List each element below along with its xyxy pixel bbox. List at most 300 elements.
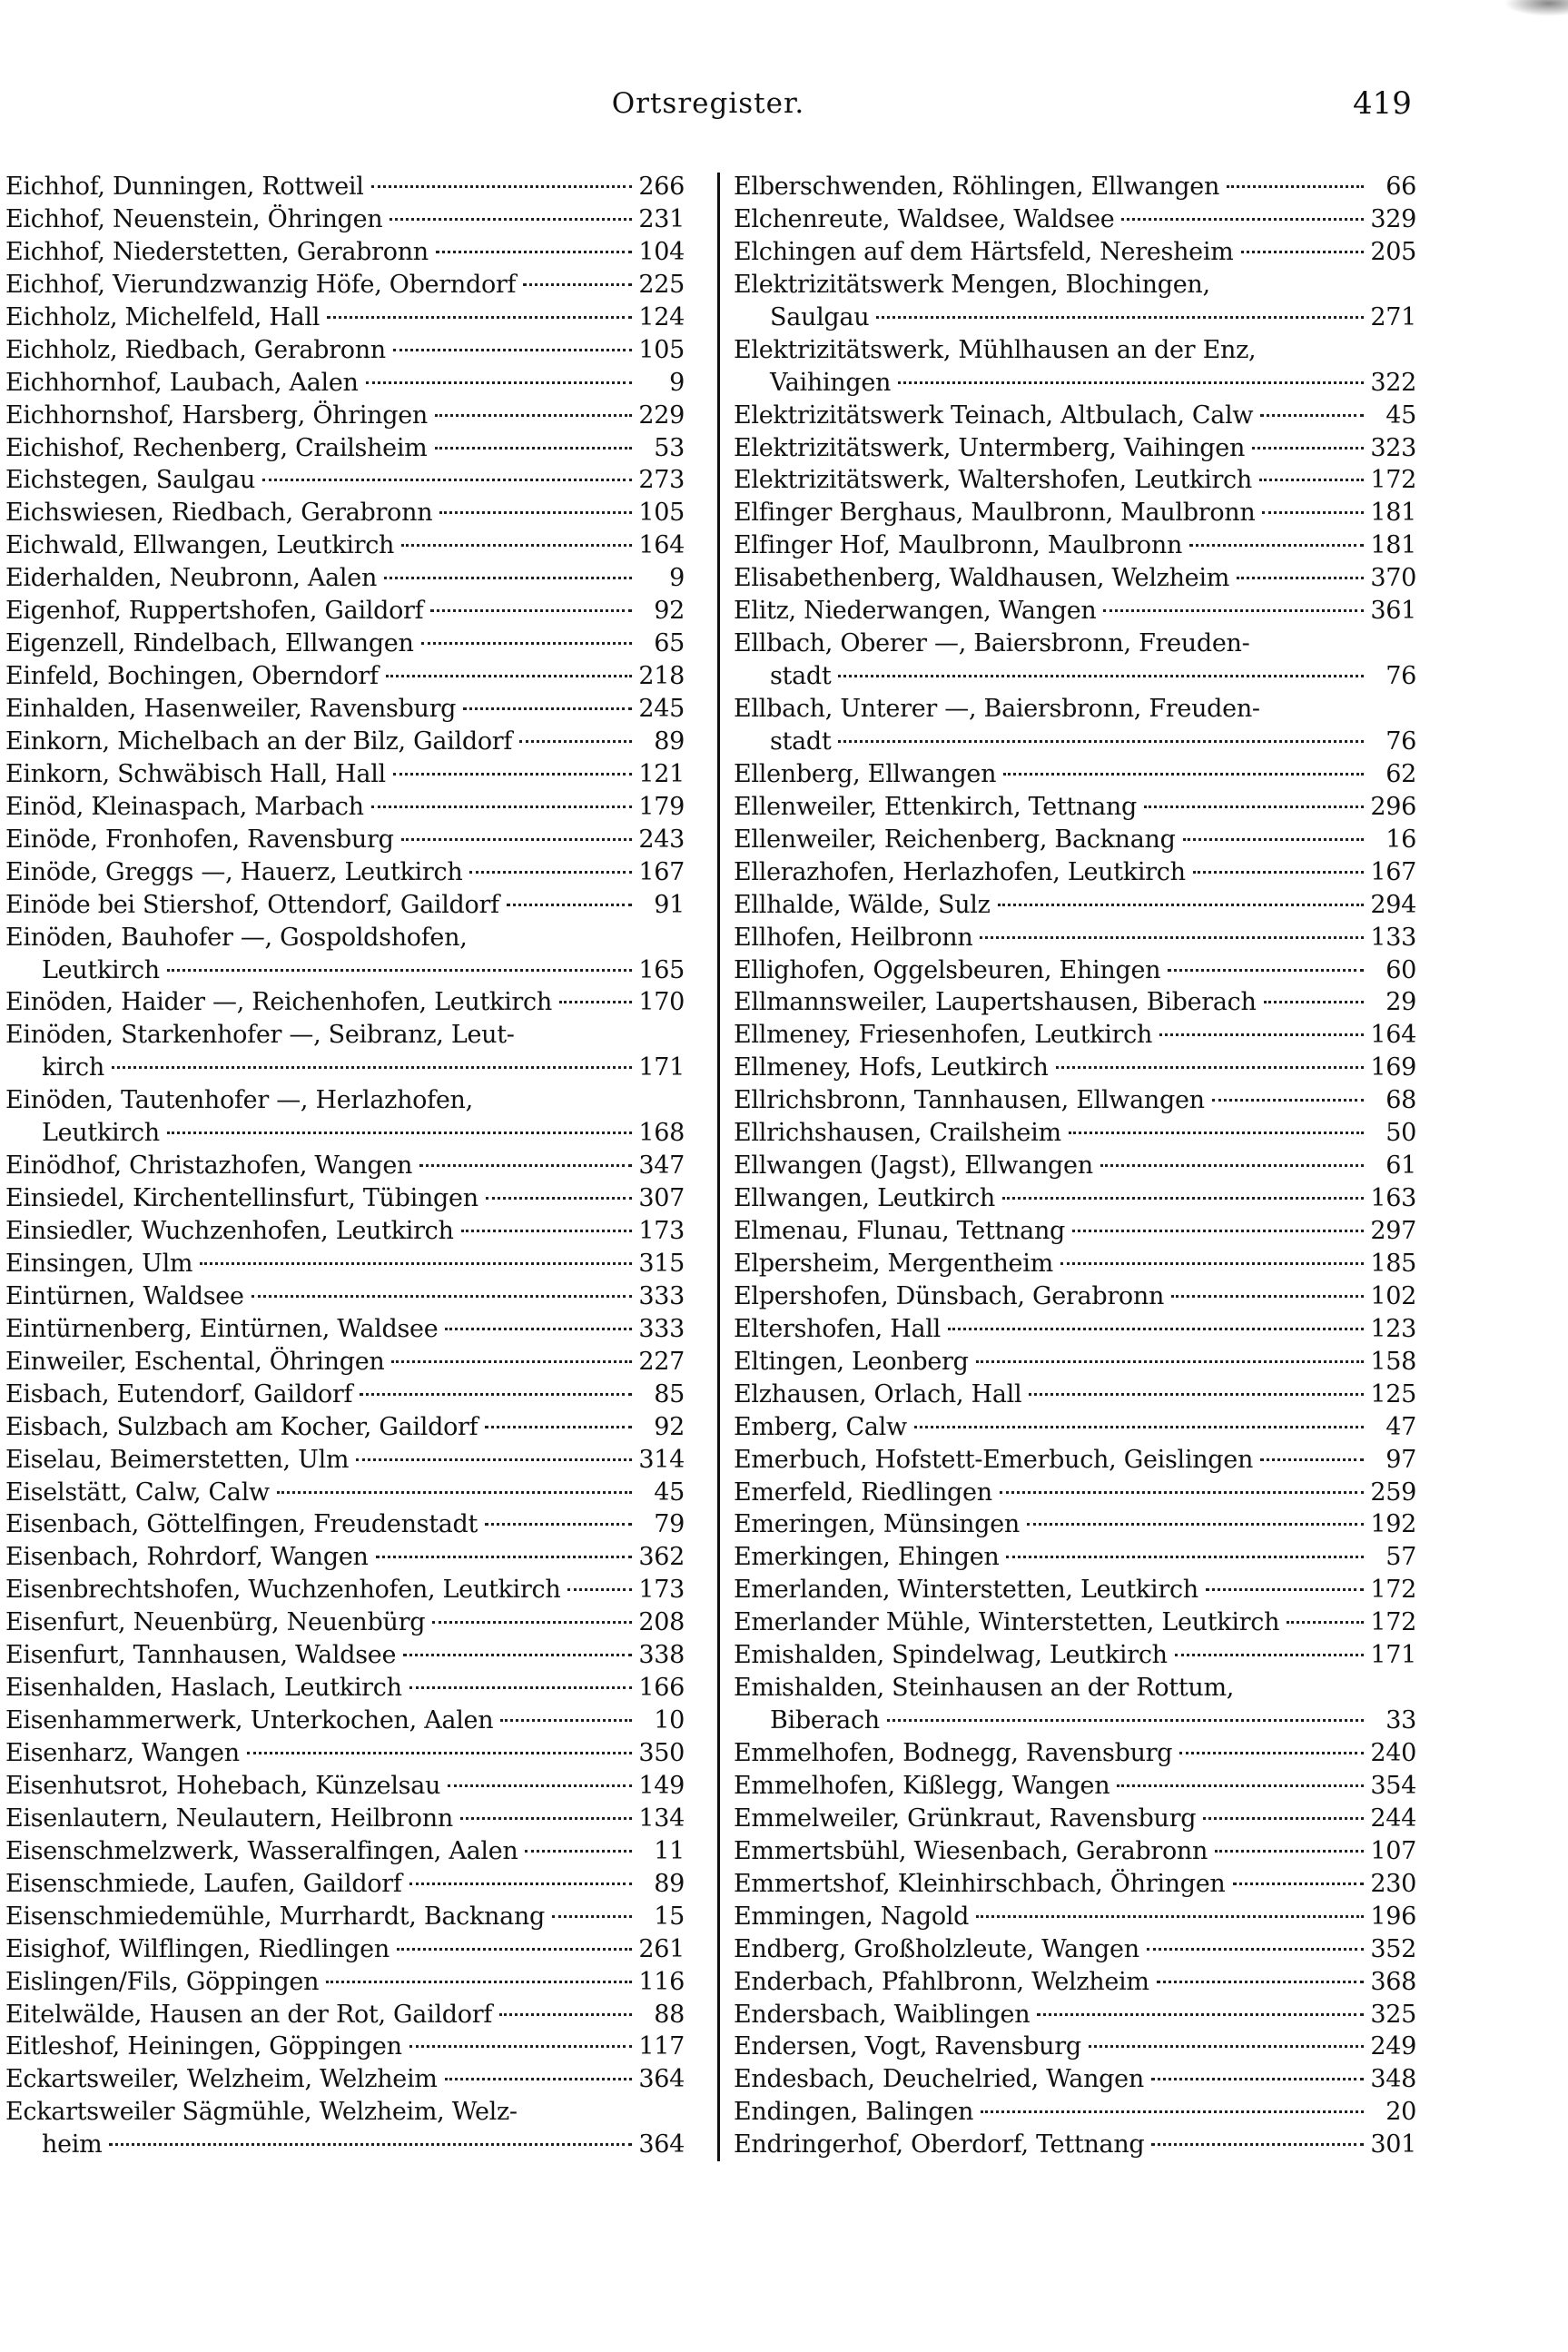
entry-line — [734, 856, 1416, 889]
entry-text: Eisenhutsrot, Hohebach, Künzelsau — [5, 1771, 441, 1800]
dot-leader — [525, 1850, 632, 1853]
entry-page-number: 10 — [654, 1706, 685, 1735]
entry-line — [5, 1182, 685, 1215]
entry-page-number: 271 — [1370, 302, 1416, 331]
entry-page-number: 97 — [1386, 1445, 1416, 1474]
entry-page-number: 364 — [638, 2065, 685, 2094]
entry-line — [5, 432, 685, 465]
entry-page-number: 104 — [638, 237, 685, 266]
entry-text: Eisenlautern, Neulautern, Heilbronn — [5, 1804, 453, 1833]
entry-text: Vaihingen — [770, 368, 892, 397]
entry-text: Eisenschmiedemühle, Murrhardt, Backnang — [5, 1902, 545, 1931]
entry-line — [5, 1966, 685, 1999]
entry-line — [734, 1672, 1416, 1705]
entry-page-number: 79 — [654, 1510, 685, 1539]
entry-page-number: 362 — [638, 1543, 685, 1572]
entry-page-number: 307 — [638, 1184, 685, 1213]
index-entry — [5, 1444, 685, 1477]
index-entry — [5, 334, 685, 367]
entry-page-number: 322 — [1370, 368, 1416, 397]
entry-text: Eiselau, Beimerstetten, Ulm — [5, 1445, 350, 1474]
entry-text: Eitelwälde, Hausen an der Rot, Gaildorf — [5, 2000, 493, 2029]
dot-leader — [356, 1458, 632, 1461]
index-entry — [5, 1379, 685, 1411]
entry-line — [5, 1835, 685, 1868]
index-entry — [734, 1182, 1416, 1215]
dot-leader — [485, 1523, 632, 1526]
entry-page-number: 164 — [1370, 1021, 1416, 1050]
dot-leader — [559, 1001, 632, 1003]
entry-text: Elfinger Hof, Maulbronn, Maulbronn — [734, 531, 1183, 560]
entry-page-number: 92 — [654, 597, 685, 626]
dot-leader — [948, 1328, 1364, 1330]
index-entry — [5, 1606, 685, 1639]
entry-line — [734, 1705, 1416, 1737]
dot-leader — [1241, 251, 1365, 253]
entry-page-number: 218 — [638, 662, 685, 691]
dot-leader — [1056, 1066, 1364, 1069]
index-entry — [5, 562, 685, 595]
entry-line — [734, 2063, 1416, 2096]
dot-leader — [435, 414, 632, 417]
entry-line — [734, 628, 1416, 660]
index-entry — [734, 1835, 1416, 1868]
entry-page-number: 88 — [654, 2000, 685, 2029]
entry-line — [5, 922, 685, 954]
entry-text: Einkorn, Michelbach an der Bilz, Gaildorf — [5, 726, 513, 756]
entry-page-number: 167 — [638, 857, 685, 886]
entry-line — [5, 1868, 685, 1901]
entry-text: Eisenfurt, Neuenbürg, Neuenbürg — [5, 1608, 426, 1637]
entry-text: Elchenreute, Waldsee, Waldsee — [734, 204, 1115, 233]
index-entry — [734, 628, 1416, 693]
entry-page-number: 196 — [1370, 1902, 1416, 1931]
index-entry — [5, 1966, 685, 1999]
entry-text: Ellwangen, Leutkirch — [734, 1184, 995, 1213]
entry-text: Elzhausen, Orlach, Hall — [734, 1379, 1022, 1408]
entry-text: Eichhof, Vierundzwanzig Höfe, Oberndorf — [5, 270, 517, 299]
entry-page-number: 273 — [638, 466, 685, 495]
entry-text: Ellbach, Oberer —, Baiersbronn, Freuden- — [734, 629, 1250, 658]
dot-leader — [401, 544, 632, 547]
entry-text: Eiselstätt, Calw, Calw — [5, 1477, 270, 1507]
entry-page-number: 134 — [638, 1804, 685, 1833]
entry-text: Emerlander Mühle, Winterstetten, Leutkirch — [734, 1608, 1280, 1637]
entry-text: Einöden, Haider —, Reichenhofen, Leutkirch — [5, 988, 552, 1017]
entry-line — [5, 301, 685, 334]
entry-text: Eisenhammerwerk, Unterkochen, Aalen — [5, 1706, 494, 1735]
dot-leader — [1027, 1523, 1364, 1526]
entry-page-number: 171 — [638, 1053, 685, 1082]
entry-page-number: 121 — [638, 759, 685, 788]
entry-line — [734, 1639, 1416, 1672]
dot-leader — [1260, 1458, 1364, 1461]
dot-leader — [1089, 2045, 1364, 2048]
dot-leader — [439, 511, 632, 514]
dot-leader — [401, 838, 632, 841]
entry-text: Eigenhof, Ruppertshofen, Gaildorf — [5, 597, 424, 626]
index-entry — [734, 1639, 1416, 1672]
index-entry — [734, 1215, 1416, 1248]
entry-page-number: 172 — [1370, 1576, 1416, 1605]
entry-page-number: 192 — [1370, 1510, 1416, 1539]
entry-text: Eichhornshof, Harsberg, Öhringen — [5, 400, 429, 430]
index-entry — [5, 1639, 685, 1672]
entry-line — [5, 889, 685, 922]
index-entry — [734, 203, 1416, 236]
entry-page-number: 329 — [1370, 204, 1416, 233]
entry-page-number: 123 — [1370, 1314, 1416, 1343]
entry-line — [5, 269, 685, 301]
entry-line — [5, 400, 685, 432]
entry-text: Emishalden, Spindelwag, Leutkirch — [734, 1641, 1168, 1670]
index-entry — [5, 889, 685, 922]
entry-line — [5, 1933, 685, 1966]
entry-text: Einöden, Starkenhofer —, Seibranz, Leut- — [5, 1021, 515, 1050]
dot-leader — [386, 675, 632, 677]
dot-leader — [1183, 838, 1364, 841]
entry-line — [734, 171, 1416, 203]
entry-page-number: 45 — [1386, 400, 1416, 430]
dot-leader — [436, 251, 632, 253]
entry-line — [734, 1901, 1416, 1933]
index-entry — [734, 1411, 1416, 1444]
entry-line — [5, 1052, 685, 1084]
dot-leader — [1072, 1230, 1364, 1232]
entry-page-number: 333 — [638, 1281, 685, 1310]
entry-text: Endersbach, Waiblingen — [734, 2000, 1031, 2029]
entry-line — [5, 1574, 685, 1606]
page-number: 419 — [1353, 85, 1412, 122]
entry-text: Einhalden, Hasenweiler, Ravensburg — [5, 695, 457, 723]
entry-text: Einöden, Tautenhofer —, Herlazhofen, — [5, 1086, 473, 1115]
dot-leader — [1171, 1295, 1364, 1298]
entry-line — [5, 2063, 685, 2096]
entry-text: Ellhofen, Heilbronn — [734, 923, 973, 952]
entry-line — [5, 1737, 685, 1770]
entry-page-number: 315 — [638, 1249, 685, 1278]
entry-line — [5, 693, 685, 726]
entry-page-number: 11 — [654, 1836, 685, 1865]
entry-line — [5, 1639, 685, 1672]
entry-line — [5, 203, 685, 236]
dot-leader — [567, 1588, 632, 1591]
entry-line — [5, 986, 685, 1019]
entry-line — [5, 1477, 685, 1509]
dot-leader — [1159, 1033, 1364, 1036]
entry-line — [734, 595, 1416, 628]
entry-line — [5, 726, 685, 758]
dot-leader — [552, 1915, 632, 1918]
entry-page-number: 170 — [638, 988, 685, 1017]
index-entry — [734, 1379, 1416, 1411]
entry-line — [5, 595, 685, 628]
index-entry — [5, 1150, 685, 1182]
entry-page-number: 243 — [638, 825, 685, 854]
index-entry — [5, 1084, 685, 1150]
entry-line — [5, 1019, 685, 1052]
dot-leader — [1179, 1752, 1364, 1754]
entry-line — [5, 1346, 685, 1379]
entry-page-number: 166 — [638, 1674, 685, 1703]
entry-text: Endringerhof, Oberdorf, Tettnang — [734, 2130, 1145, 2159]
entry-text: Eichhof, Niederstetten, Gerabronn — [5, 237, 429, 266]
dot-leader — [1121, 218, 1364, 221]
entry-line — [734, 1737, 1416, 1770]
entry-page-number: 47 — [1386, 1412, 1416, 1441]
index-entry — [734, 1052, 1416, 1084]
entry-text: Elchingen auf dem Härtsfeld, Neresheim — [734, 237, 1234, 266]
entry-line — [734, 1313, 1416, 1346]
index-entry — [5, 1346, 685, 1379]
entry-text: Leutkirch — [42, 955, 160, 984]
index-entry — [5, 1541, 685, 1574]
dot-leader — [1000, 1491, 1364, 1494]
dot-leader — [1151, 2143, 1364, 2146]
index-entry — [5, 791, 685, 824]
entry-page-number: 76 — [1386, 726, 1416, 756]
index-entry — [734, 1150, 1416, 1182]
entry-line — [5, 529, 685, 562]
entry-page-number: 181 — [1370, 531, 1416, 560]
dot-leader — [109, 2143, 632, 2146]
index-entry — [734, 1280, 1416, 1313]
entry-page-number: 181 — [1370, 499, 1416, 528]
entry-page-number: 338 — [638, 1641, 685, 1670]
entry-text: Einsiedler, Wuchzenhofen, Leutkirch — [5, 1217, 454, 1245]
dot-leader — [371, 185, 632, 188]
dot-leader — [1037, 2013, 1364, 2016]
entry-page-number: 60 — [1386, 955, 1416, 984]
index-entry — [5, 1574, 685, 1606]
entry-line — [5, 236, 685, 269]
entry-page-number: 368 — [1370, 1967, 1416, 1996]
entry-line — [734, 464, 1416, 497]
entry-page-number: 301 — [1370, 2130, 1416, 2159]
dot-leader — [1206, 1588, 1364, 1591]
entry-page-number: 179 — [638, 792, 685, 821]
dot-leader — [998, 904, 1364, 906]
entry-text: Eisenfurt, Tannhausen, Waldsee — [5, 1641, 397, 1670]
index-entry — [5, 758, 685, 791]
index-entry — [734, 1346, 1416, 1379]
index-entry — [5, 660, 685, 693]
entry-line — [734, 1411, 1416, 1444]
entry-line — [734, 1966, 1416, 1999]
entry-text: Einöde, Greggs —, Hauerz, Leutkirch — [5, 857, 463, 886]
entry-line — [734, 1117, 1416, 1150]
entry-line — [734, 1019, 1416, 1052]
entry-page-number: 297 — [1370, 1217, 1416, 1245]
index-entry — [5, 1672, 685, 1705]
entry-line — [5, 758, 685, 791]
entry-line — [5, 1379, 685, 1411]
entry-line — [734, 2031, 1416, 2063]
dot-leader — [391, 1360, 632, 1363]
entry-text: Eichhof, Dunningen, Rottweil — [5, 173, 364, 201]
entry-text: Enderbach, Pfahlbronn, Welzheim — [734, 1967, 1149, 1996]
entry-text: Eltingen, Leonberg — [734, 1347, 969, 1376]
entry-text: stadt — [770, 726, 832, 756]
index-entry — [734, 693, 1416, 758]
dot-leader — [876, 316, 1364, 319]
index-entry — [5, 1019, 685, 1084]
entry-line — [734, 693, 1416, 726]
index-entry — [734, 1933, 1416, 1966]
index-entry — [734, 400, 1416, 432]
dot-leader — [1189, 544, 1364, 547]
index-entry — [5, 2063, 685, 2096]
index-entry — [734, 986, 1416, 1019]
entry-text: Emmingen, Nagold — [734, 1902, 970, 1931]
entry-line — [5, 367, 685, 400]
entry-text: Elektrizitätswerk Teinach, Altbulach, Calw — [734, 400, 1254, 430]
entry-line — [5, 791, 685, 824]
entry-page-number: 169 — [1370, 1053, 1416, 1082]
entry-page-number: 225 — [638, 270, 685, 299]
index-entry — [5, 1411, 685, 1444]
entry-page-number: 9 — [669, 564, 685, 593]
entry-text: stadt — [770, 662, 832, 691]
entry-line — [5, 334, 685, 367]
entry-line — [5, 1508, 685, 1541]
dot-leader — [262, 479, 632, 481]
dot-leader — [1117, 1784, 1364, 1787]
entry-text: Ellmannsweiler, Laupertshausen, Biberach — [734, 988, 1257, 1017]
entry-page-number: 245 — [638, 695, 685, 723]
entry-page-number: 350 — [638, 1739, 685, 1767]
entry-text: Ellerazhofen, Herlazhofen, Leutkirch — [734, 857, 1186, 886]
index-entry — [5, 529, 685, 562]
dot-leader — [376, 1556, 632, 1558]
entry-page-number: 266 — [638, 173, 685, 201]
dot-leader — [409, 2045, 632, 2048]
entry-page-number: 105 — [638, 335, 685, 364]
entry-line — [734, 334, 1416, 367]
entry-text: Emmelhofen, Bodnegg, Ravensburg — [734, 1739, 1173, 1767]
dot-leader — [838, 675, 1364, 677]
entry-text: Ellbach, Unterer —, Baiersbronn, Freuden- — [734, 695, 1260, 723]
entry-page-number: 314 — [638, 1445, 685, 1474]
entry-page-number: 172 — [1370, 1608, 1416, 1637]
dot-leader — [435, 447, 633, 450]
dot-leader — [500, 1719, 632, 1722]
entry-text: Einöde bei Stiershof, Ottendorf, Gaildorf — [5, 890, 499, 919]
entry-line — [5, 1606, 685, 1639]
entry-line — [734, 301, 1416, 334]
dot-leader — [1203, 1817, 1364, 1820]
entry-text: Elektrizitätswerk, Untermberg, Vaihingen — [734, 433, 1246, 462]
dot-leader — [251, 1295, 632, 1298]
entry-page-number: 185 — [1370, 1249, 1416, 1278]
dot-leader — [1144, 805, 1364, 808]
entry-line — [734, 726, 1416, 758]
entry-page-number: 107 — [1370, 1836, 1416, 1865]
dot-leader — [445, 1328, 632, 1330]
dot-leader — [461, 1230, 632, 1232]
entry-page-number: 91 — [654, 890, 685, 919]
entry-line — [734, 1379, 1416, 1411]
index-entry — [734, 1541, 1416, 1574]
entry-page-number: 125 — [1370, 1379, 1416, 1408]
entry-page-number: 171 — [1370, 1641, 1416, 1670]
index-entry — [5, 1477, 685, 1509]
dot-leader — [1264, 1001, 1364, 1003]
index-entry — [5, 497, 685, 529]
entry-page-number: 231 — [638, 204, 685, 233]
entry-page-number: 352 — [1370, 1934, 1416, 1963]
index-entry — [734, 922, 1416, 954]
entry-page-number: 105 — [638, 499, 685, 528]
index-entry — [5, 1215, 685, 1248]
index-entry — [5, 1248, 685, 1280]
entry-text: Elektrizitätswerk, Mühlhausen an der Enz, — [734, 335, 1257, 364]
index-entry — [734, 2031, 1416, 2063]
index-entry — [5, 628, 685, 660]
entry-text: Eltershofen, Hall — [734, 1314, 941, 1343]
entry-text: Ellenberg, Ellwangen — [734, 759, 997, 788]
entry-line — [734, 497, 1416, 529]
entry-page-number: 76 — [1386, 662, 1416, 691]
entry-text: Eisighof, Wilflingen, Riedlingen — [5, 1934, 390, 1963]
entry-line — [734, 1508, 1416, 1541]
entry-page-number: 33 — [1386, 1706, 1416, 1735]
dot-leader — [980, 936, 1364, 939]
entry-page-number: 259 — [1370, 1477, 1416, 1507]
index-entry — [734, 1966, 1416, 1999]
entry-page-number: 89 — [654, 726, 685, 756]
entry-text: Elitz, Niederwangen, Wangen — [734, 597, 1097, 626]
entry-line — [5, 1117, 685, 1150]
dot-leader — [507, 904, 632, 906]
index-entry — [734, 1606, 1416, 1639]
dot-leader — [838, 740, 1364, 743]
entry-text: Einsingen, Ulm — [5, 1249, 193, 1278]
entry-text: Eckartsweiler Sägmühle, Welzheim, Welz- — [5, 2098, 518, 2127]
entry-text: Ellrichsbronn, Tannhausen, Ellwangen — [734, 1086, 1205, 1115]
index-entry — [5, 1868, 685, 1901]
entry-text: Ellrichshausen, Crailsheim — [734, 1119, 1061, 1148]
dot-leader — [1233, 1883, 1364, 1885]
dot-leader — [1215, 1850, 1364, 1853]
entry-text: Eichholz, Riedbach, Gerabronn — [5, 335, 386, 364]
dot-leader — [1029, 1393, 1364, 1396]
entry-text: Eckartsweiler, Welzheim, Welzheim — [5, 2065, 438, 2094]
entry-text: Emishalden, Steinhausen an der Rottum, — [734, 1674, 1235, 1703]
entry-page-number: 45 — [654, 1477, 685, 1507]
dot-leader — [200, 1262, 632, 1265]
dot-leader — [976, 1360, 1364, 1363]
entry-text: Eintürnenberg, Eintürnen, Waldsee — [5, 1314, 439, 1343]
dot-leader — [1060, 1262, 1364, 1265]
dot-leader — [1193, 871, 1364, 874]
dot-leader — [499, 2013, 632, 2016]
index-entry — [5, 824, 685, 856]
entry-line — [734, 367, 1416, 400]
entry-page-number: 15 — [654, 1902, 685, 1931]
entry-line — [734, 1541, 1416, 1574]
entry-text: Ellhalde, Wälde, Sulz — [734, 890, 991, 919]
entry-text: Eichholz, Michelfeld, Hall — [5, 302, 321, 331]
entry-text: kirch — [42, 1053, 104, 1082]
index-entry — [734, 954, 1416, 987]
dot-leader — [1237, 577, 1364, 579]
index-entry — [734, 1248, 1416, 1280]
entry-line — [734, 1215, 1416, 1248]
entry-line — [734, 400, 1416, 432]
entry-page-number: 244 — [1370, 1804, 1416, 1833]
index-entry — [734, 1477, 1416, 1509]
